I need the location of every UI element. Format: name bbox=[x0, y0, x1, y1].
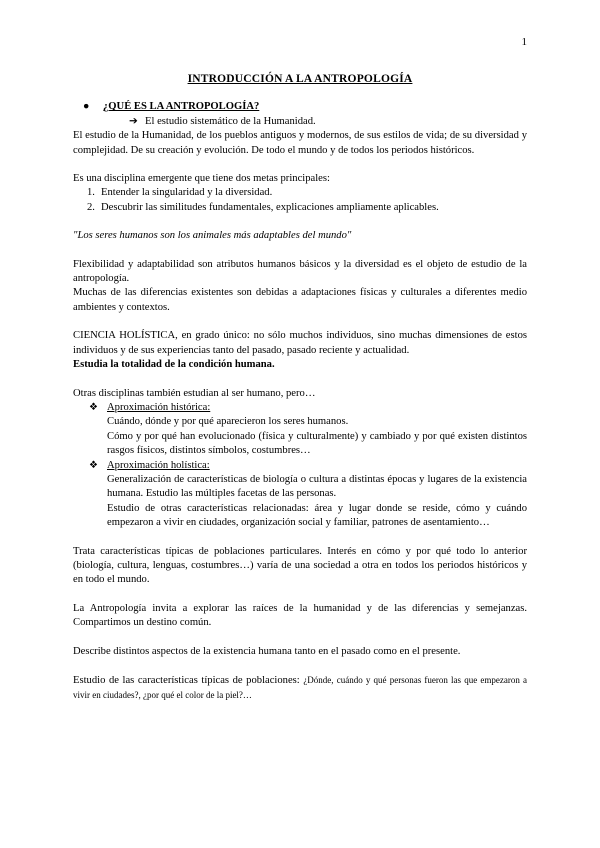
approach-line: Estudio de otras características relacionadas: área y lugar donde se reside, cómo y cuándo empezaron a vivir en ciudades, organización social y familiar, patrones de asentamiento… bbox=[107, 502, 527, 529]
bullet-icon: ● bbox=[83, 101, 90, 113]
other-disciplines-intro: Otras disciplinas también estudian al ser humano, pero… bbox=[73, 387, 316, 399]
list-item bbox=[73, 201, 527, 215]
list-item bbox=[73, 186, 527, 200]
paragraph-populations: Trata características típicas de poblaciones particulares. Interés en cómo y por qué todo lo anterior (biología, cultura, lenguas, costumbres…) varía de una sociedad a otra en todos los periodos históricos y en todo el mundo. bbox=[73, 545, 527, 586]
list-number: 2. bbox=[87, 201, 95, 213]
goals-intro: Es una disciplina emergente que tiene dos metas principales: bbox=[73, 173, 330, 185]
paragraph-differences: Muchas de las diferencias existentes son debidas a adaptaciones físicas y culturales a diferentes medio ambientes y contextos. bbox=[73, 287, 527, 313]
quote: "Los seres humanos son los animales más adaptables del mundo" bbox=[73, 230, 352, 242]
approach-historical bbox=[73, 401, 527, 415]
approach-line: Cómo y por qué han evolucionado (física y culturalmente) y cambiado y por qué existen distintos rasgos físicos, distintos símbolos, costumbres… bbox=[107, 430, 527, 457]
paragraph-describes: Describe distintos aspectos de la existencia humana tanto en el pasado como en el presente. bbox=[73, 645, 461, 657]
study-populations-main: Estudio de las características típicas de poblaciones: bbox=[73, 675, 300, 686]
paragraph-holistic: CIENCIA HOLÍSTICA, en grado único: no sólo muchos individuos, sino muchas dimensiones de estos individuos y de sus experiencias tanto del pasado, pasado reciente y actualidad. bbox=[73, 330, 527, 356]
list-number: 1. bbox=[87, 187, 95, 199]
paragraph-roots: La Antropología invita a explorar las raíces de la humanidad y de las diferencias y semejanzas. Compartimos un destino común. bbox=[73, 602, 527, 629]
arrow-right-icon: ➔ bbox=[129, 115, 138, 127]
document-body bbox=[73, 72, 527, 704]
page-title: INTRODUCCIÓN A LA ANTROPOLOGÍA bbox=[187, 73, 413, 85]
list-item-text: Descubrir las similitudes fundamentales, explicaciones ampliamente aplicables. bbox=[101, 201, 439, 213]
page-number: 1 bbox=[521, 36, 527, 48]
section-heading bbox=[73, 100, 527, 114]
diamond-bullet-icon: ❖ bbox=[89, 459, 98, 471]
paragraph-flexibility: Flexibilidad y adaptabilidad son atributos humanos básicos y la diversidad es el objeto de estudio de la antropología. bbox=[73, 258, 527, 285]
paragraph-humanity: El estudio de la Humanidad, de los pueblos antiguos y modernos, de sus estilos de vida; de su diversidad y complejidad. De su creación y evolución. De todo el mundo y de todos los periodos históricos. bbox=[73, 130, 527, 156]
list-item-text: Entender la singularidad y la diversidad. bbox=[101, 187, 273, 199]
approach-heading: Aproximación histórica: bbox=[107, 401, 211, 413]
approach-heading: Aproximación holística: bbox=[107, 459, 210, 471]
holistic-emphasis: Estudia la totalidad de la condición humana. bbox=[73, 359, 275, 371]
definition-text: El estudio sistemático de la Humanidad. bbox=[145, 115, 316, 127]
goals-list bbox=[73, 186, 527, 215]
section-heading-text: ¿QUÉ ES LA ANTROPOLOGÍA? bbox=[103, 101, 260, 113]
approach-line: Generalización de características de biología o cultura a distintas épocas y lugares de la existencia humana. Estudio las múltiples facetas de las personas. bbox=[107, 473, 527, 500]
paragraph-study-populations bbox=[73, 673, 527, 704]
diamond-bullet-icon: ❖ bbox=[89, 401, 98, 413]
approach-line: Cuándo, dónde y por qué aparecieron los seres humanos. bbox=[107, 416, 349, 428]
definition-line bbox=[73, 115, 527, 129]
study-populations-questions: ¿Dónde, cuándo y qué personas fueron las que empezaron a vivir en ciudades?, ¿por qué el color de la piel?… bbox=[73, 675, 527, 701]
approach-holistic bbox=[73, 459, 527, 473]
